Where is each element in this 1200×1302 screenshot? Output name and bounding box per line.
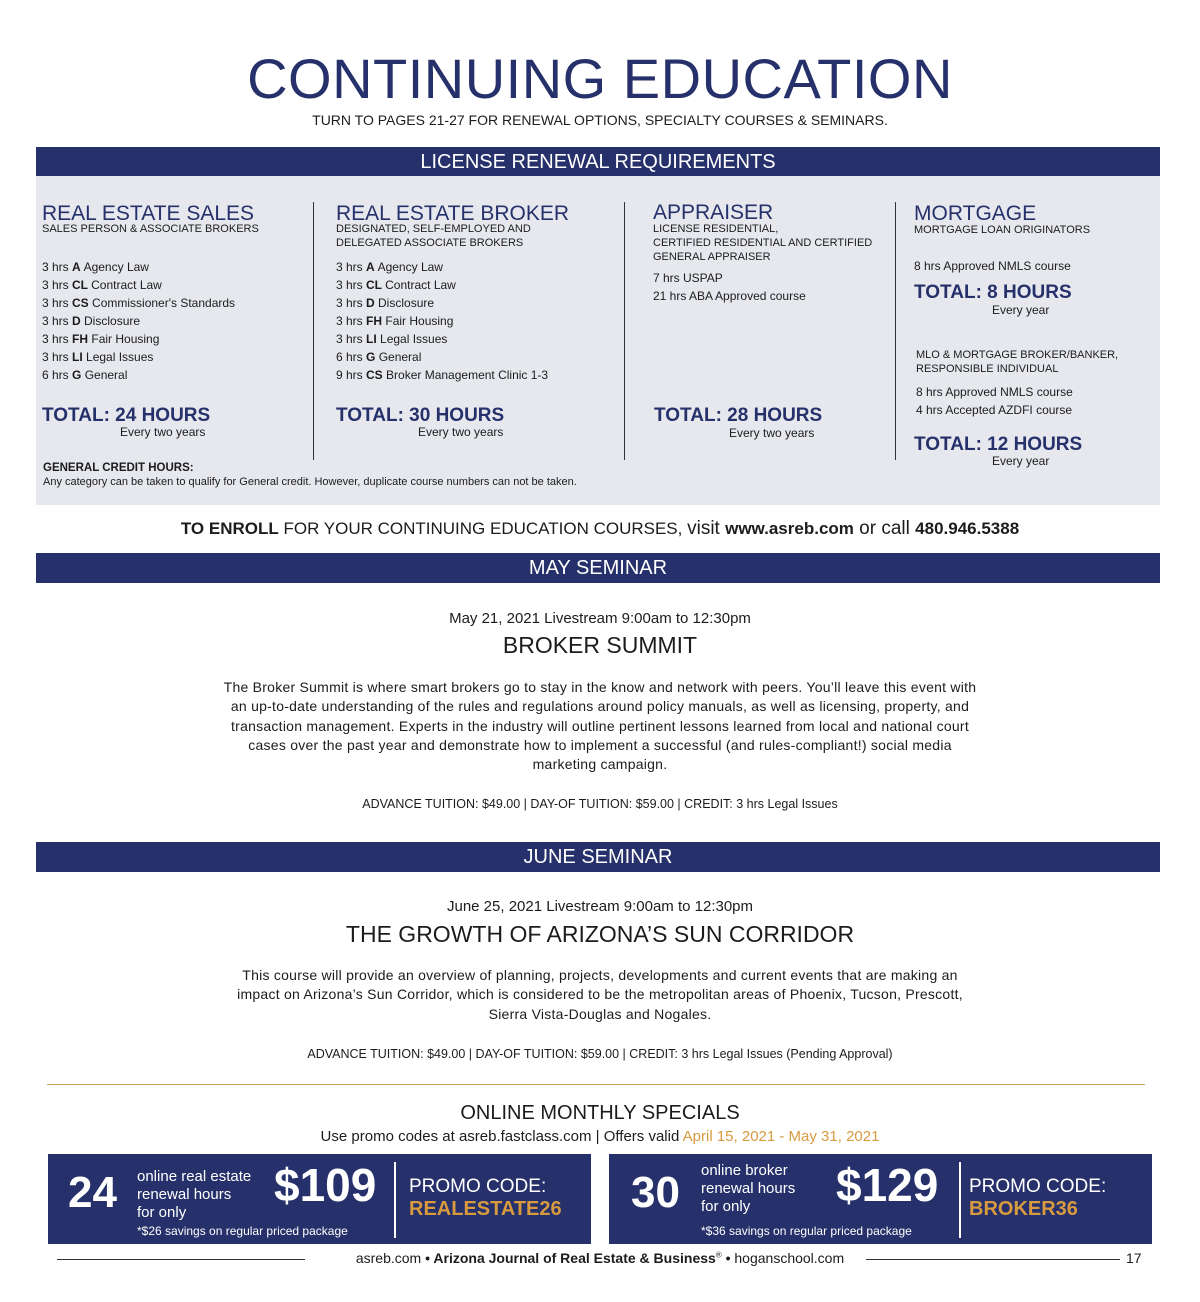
promo-hours: 30	[631, 1168, 680, 1217]
course-name: Commissioner's Standards	[92, 296, 236, 310]
course-hours: 6 hrs	[336, 350, 367, 364]
promo-savings: *$36 savings on regular priced package	[701, 1224, 912, 1238]
sales-total: TOTAL: 24 HOURS	[42, 405, 211, 426]
promo-code-label: PROMO CODE:	[969, 1176, 1107, 1197]
list-item	[916, 401, 1136, 419]
course-name: General	[84, 368, 128, 382]
course-name: ABA Approved course	[689, 289, 806, 303]
enroll-visit: visit	[687, 518, 726, 539]
list-item	[42, 294, 312, 312]
course-hours: 6 hrs	[42, 368, 73, 382]
promo-price: $109	[274, 1159, 377, 1211]
may-description: The Broker Summit is where smart brokers go to stay in the know and network with peers. You’ll leave this event with an up-to-date understanding of the rules and regulations around policy manuals, as well as licensing, property, and transaction management. Experts in the industry will outline pertinent lessons learned from local and national court cases over the past year and demonstrate how to implement a successful (and rules-compliant!) social media marketing campaign.	[223, 679, 977, 773]
appraiser-total: TOTAL: 28 HOURS	[654, 405, 823, 426]
footer-site-1[interactable]: asreb.com	[355, 1250, 422, 1266]
course-code: FH	[366, 314, 386, 328]
broker-subtitle-1: DESIGNATED, SELF-EMPLOYED AND	[336, 223, 531, 235]
course-name: Disclosure	[378, 296, 435, 310]
specials-text: Use promo codes at asreb.fastclass.com | Offers valid	[320, 1128, 683, 1145]
course-code: CL	[366, 278, 386, 292]
course-hours: 3 hrs	[336, 260, 367, 274]
sales-course-list	[42, 258, 312, 384]
course-name: Agency Law	[83, 260, 149, 274]
enroll-bold: TO ENROLL	[180, 519, 279, 538]
promo-hours: 24	[68, 1168, 117, 1217]
may-title: BROKER SUMMIT	[502, 632, 698, 658]
enroll-url[interactable]: www.asreb.com	[725, 519, 854, 538]
promo-divider	[959, 1162, 961, 1238]
june-tuition: ADVANCE TUITION: $49.00 | DAY-OF TUITION: $59.00 | CREDIT: 3 hrs Legal Issues (Pending Approval)	[307, 1047, 893, 1061]
course-hours: 3 hrs	[42, 260, 73, 274]
broker-title: REAL ESTATE BROKER	[336, 202, 569, 225]
course-code: LI	[72, 350, 87, 364]
sales-subtitle: SALES PERSON & ASSOCIATE BROKERS	[42, 223, 259, 235]
course-name: Agency Law	[377, 260, 443, 274]
promo-description: online broker renewal hours for only	[701, 1162, 796, 1215]
appraiser-subtitle-3: GENERAL APPRAISER	[653, 251, 771, 263]
specials-dates: April 15, 2021 - May 31, 2021	[682, 1128, 880, 1145]
course-hours: 3 hrs	[336, 296, 367, 310]
column-divider	[895, 202, 896, 460]
mortgage-total-2: TOTAL: 12 HOURS	[914, 434, 1083, 455]
promo-card-realestate[interactable]	[48, 1154, 591, 1244]
general-credit-heading: GENERAL CREDIT HOURS:	[43, 462, 194, 474]
course-name: Fair Housing	[385, 314, 454, 328]
enroll-text: FOR YOUR CONTINUING EDUCATION COURSES,	[278, 519, 688, 538]
specials-title: ONLINE MONTHLY SPECIALS	[460, 1102, 740, 1124]
list-item	[42, 348, 312, 366]
list-item	[42, 276, 312, 294]
enroll-phone[interactable]: 480.946.5388	[915, 519, 1020, 538]
broker-subtitle-2: DELEGATED ASSOCIATE BROKERS	[336, 237, 524, 249]
mortgage-frequency-2: Every year	[992, 454, 1050, 468]
june-title: THE GROWTH OF ARIZONA’S SUN CORRIDOR	[345, 921, 855, 947]
appraiser-subtitle-2: CERTIFIED RESIDENTIAL AND CERTIFIED	[653, 237, 873, 249]
list-item	[336, 312, 626, 330]
mortgage-course-list	[914, 257, 1134, 275]
list-item	[42, 366, 312, 384]
course-hours: 4 hrs	[916, 403, 946, 417]
course-hours: 3 hrs	[336, 332, 367, 346]
course-code: CL	[72, 278, 92, 292]
appraiser-frequency: Every two years	[729, 426, 815, 440]
renewal-bar	[36, 147, 1160, 177]
mortgage-course-list-b	[916, 383, 1136, 419]
enroll-line	[0, 518, 1200, 540]
list-item	[42, 312, 312, 330]
course-code: LI	[366, 332, 381, 346]
mortgage-title: MORTGAGE	[914, 202, 1037, 225]
course-code: G	[366, 350, 379, 364]
list-item	[336, 276, 626, 294]
list-item: 8 hrs Approved NMLS course	[914, 259, 1071, 273]
course-hours: 3 hrs	[42, 332, 73, 346]
renewal-bar-label: LICENSE RENEWAL REQUIREMENTS	[420, 151, 776, 173]
course-name: General	[378, 350, 422, 364]
course-code: A	[366, 260, 378, 274]
may-seminar-bar	[36, 553, 1160, 583]
course-code: FH	[72, 332, 92, 346]
course-name: Fair Housing	[91, 332, 160, 346]
list-item	[653, 287, 893, 305]
course-hours: 3 hrs	[42, 296, 73, 310]
june-seminar-label: JUNE SEMINAR	[523, 846, 673, 868]
june-description: This course will provide an overview of planning, projects, developments and current events that are making an impact on Arizona’s Sun Corridor, which is considered to be the metropolitan areas of Phoenix, Tucson, Prescott, Sierra Vista-Douglas and Nogales.	[237, 967, 963, 1022]
broker-frequency: Every two years	[418, 425, 504, 439]
appraiser-course-list	[653, 269, 893, 305]
renewal-panel	[36, 176, 1160, 505]
course-code: CS	[72, 296, 93, 310]
june-seminar-bar	[36, 842, 1160, 872]
column-divider	[624, 202, 625, 460]
mortgage-subtitle-b2: RESPONSIBLE INDIVIDUAL	[916, 363, 1059, 375]
promo-description: online real estate renewal hours for only	[137, 1168, 252, 1221]
course-hours: 3 hrs	[42, 278, 73, 292]
page-title: CONTINUING EDUCATION	[247, 47, 953, 110]
list-item	[336, 366, 626, 384]
course-code: CS	[366, 368, 387, 382]
appraiser-title: APPRAISER	[653, 201, 774, 224]
sales-frequency: Every two years	[120, 425, 206, 439]
promo-divider	[394, 1162, 396, 1238]
gold-divider	[47, 1084, 1145, 1085]
course-code: D	[366, 296, 379, 310]
course-name: Contract Law	[385, 278, 456, 292]
course-code: G	[72, 368, 85, 382]
promo-savings: *$26 savings on regular priced package	[137, 1224, 348, 1238]
enroll-or-call: or call	[853, 518, 916, 539]
footer-journal: Arizona Journal of Real Estate & Business	[433, 1250, 716, 1266]
broker-total: TOTAL: 30 HOURS	[336, 405, 505, 426]
course-hours: 21 hrs	[653, 289, 690, 303]
mortgage-frequency-1: Every year	[992, 303, 1050, 317]
list-item	[336, 348, 626, 366]
list-item	[336, 330, 626, 348]
course-name: Contract Law	[91, 278, 162, 292]
list-item	[42, 330, 312, 348]
may-date: May 21, 2021 Livestream 9:00am to 12:30pm	[449, 610, 751, 627]
may-tuition: ADVANCE TUITION: $49.00 | DAY-OF TUITION: $59.00 | CREDIT: 3 hrs Legal Issues	[362, 797, 838, 811]
footer: asreb.com • Arizona Journal of Real Estate & Business® • hoganschool.com	[355, 1250, 845, 1266]
mortgage-subtitle: MORTGAGE LOAN ORIGINATORS	[914, 224, 1091, 236]
course-hours: 3 hrs	[336, 314, 367, 328]
course-hours: 3 hrs	[42, 314, 73, 328]
course-name: USPAP	[683, 271, 723, 285]
list-item	[336, 258, 626, 276]
june-date: June 25, 2021 Livestream 9:00am to 12:30pm	[446, 898, 754, 915]
list-item	[653, 269, 893, 287]
course-name: Approved NMLS course	[945, 385, 1073, 399]
mortgage-subtitle-b1: MLO & MORTGAGE BROKER/BANKER,	[916, 349, 1119, 361]
column-divider	[313, 202, 314, 460]
course-name: Legal Issues	[86, 350, 154, 364]
promo-card-broker[interactable]	[609, 1154, 1152, 1244]
sales-title: REAL ESTATE SALES	[42, 202, 255, 225]
broker-course-list	[336, 258, 626, 384]
course-name: Disclosure	[84, 314, 141, 328]
promo-code: REALESTATE26	[409, 1198, 562, 1220]
mortgage-total-1: TOTAL: 8 HOURS	[914, 282, 1072, 303]
general-credit-text: Any category can be taken to qualify for General credit. However, duplicate course numbers can not be taken.	[43, 476, 577, 488]
course-hours: 8 hrs	[916, 385, 946, 399]
promo-code-label: PROMO CODE:	[409, 1176, 547, 1197]
list-item	[42, 258, 312, 276]
specials-line	[0, 1128, 1200, 1145]
course-hours: 7 hrs	[653, 271, 684, 285]
page-subtitle: TURN TO PAGES 21-27 FOR RENEWAL OPTIONS, SPECIALTY COURSES & SEMINARS.	[312, 112, 888, 128]
course-name: Legal Issues	[380, 332, 448, 346]
promo-code: BROKER36	[969, 1198, 1078, 1220]
may-seminar-label: MAY SEMINAR	[528, 557, 668, 579]
appraiser-subtitle-1: LICENSE RESIDENTIAL,	[653, 223, 779, 235]
list-item	[336, 294, 626, 312]
course-hours: 9 hrs	[336, 368, 367, 382]
course-code: D	[72, 314, 85, 328]
page-number: 17	[1126, 1250, 1142, 1266]
course-code: A	[72, 260, 84, 274]
course-name: Broker Management Clinic 1-3	[386, 368, 549, 382]
course-hours: 3 hrs	[42, 350, 73, 364]
course-hours: 3 hrs	[336, 278, 367, 292]
promo-price: $129	[836, 1159, 939, 1211]
list-item	[916, 383, 1136, 401]
course-name: Accepted AZDFI course	[945, 403, 1073, 417]
footer-site-2[interactable]: hoganschool.com	[734, 1250, 845, 1266]
